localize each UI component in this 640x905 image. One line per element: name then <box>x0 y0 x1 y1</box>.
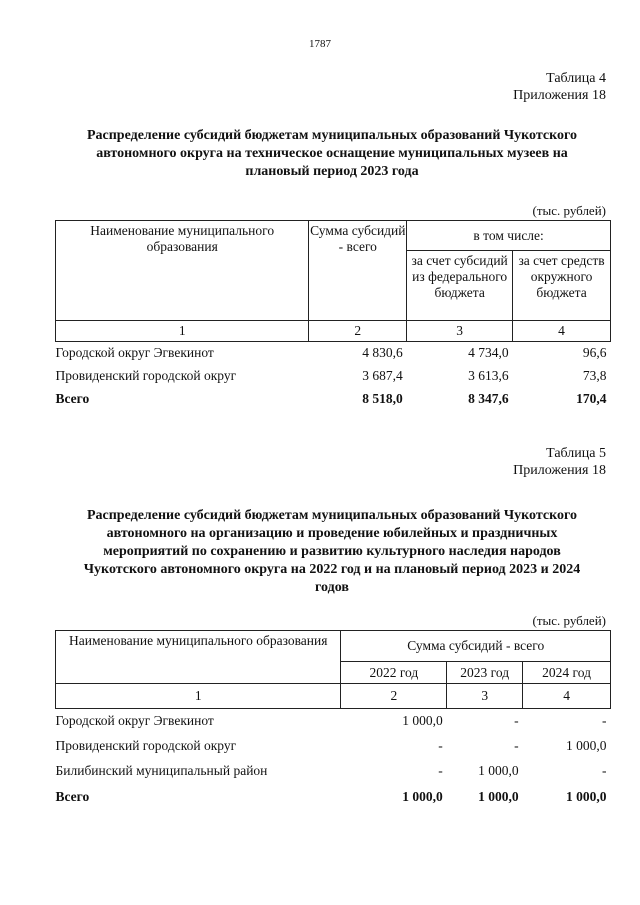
table5-title-line: автономного на организацию и проведение юбилейных и праздничных <box>106 526 558 541</box>
table4-header-district: за счет средств окружного бюджета <box>513 251 611 321</box>
table5-title-line: Чукотского автономного округа на 2022 год и на плановый период 2023 и 2024 <box>83 562 581 577</box>
table5-title <box>52 507 612 597</box>
table4-colnum: 1 <box>56 321 309 342</box>
page-number: 1787 <box>309 38 331 50</box>
table-cell-value: 96,6 <box>582 345 607 361</box>
table-cell-value: - <box>438 763 443 778</box>
table5-colnum: 3 <box>447 684 523 709</box>
table4-header-including: в том числе: <box>407 221 611 251</box>
table-cell-name: Провиденский городской округ <box>55 368 237 383</box>
table-cell-value: 170,4 <box>576 391 607 406</box>
table4-colnum: 4 <box>513 321 611 342</box>
table5 <box>55 630 611 811</box>
table4-header-total: Сумма субсидий - всего <box>309 221 407 321</box>
table4-header-name: Наименование муниципального образования <box>56 221 309 321</box>
table-cell-name: Городской округ Эгвекинот <box>55 345 214 361</box>
table-cell-value: 1 000,0 <box>478 789 519 804</box>
table5-caption <box>513 445 606 479</box>
table4-caption-appendix: Приложения 18 <box>513 88 606 103</box>
table4-units: (тыс. рублей) <box>532 203 606 218</box>
table4-title-line: автономного округа на техническое оснащение муниципальных музеев на <box>96 146 568 161</box>
table5-title-line: мероприятий по сохранению и развитию культурного наследия народов <box>103 544 561 559</box>
table-cell-value: 1 000,0 <box>566 738 607 753</box>
table-cell-value: 3 613,6 <box>468 368 509 383</box>
table-row <box>56 709 611 734</box>
table4-colnum: 2 <box>309 321 407 342</box>
table-cell-value: - <box>514 738 519 753</box>
table4-caption <box>513 70 606 104</box>
table-cell-value: 1 000,0 <box>402 713 443 729</box>
table-row <box>56 734 611 759</box>
table-cell-value: 8 347,6 <box>468 391 509 406</box>
table-cell-value: 1 000,0 <box>566 789 607 804</box>
table-row <box>56 365 611 388</box>
table5-colnum: 2 <box>341 684 447 709</box>
table-row <box>56 342 611 365</box>
table-cell-name: Билибинский муниципальный район <box>55 763 268 778</box>
table-cell-value: 8 518,0 <box>362 391 403 406</box>
table-cell-value: 1 000,0 <box>478 763 519 778</box>
table5-title-line: годов <box>315 580 349 595</box>
table-cell-name: Городской округ Эгвекинот <box>55 713 214 729</box>
table4-title <box>52 127 612 181</box>
table-cell-value: 73,8 <box>582 368 607 383</box>
table5-units: (тыс. рублей) <box>532 613 606 628</box>
table5-caption-appendix: Приложения 18 <box>513 463 606 478</box>
table5-header-total: Сумма субсидий - всего <box>341 631 611 662</box>
table-total-row <box>56 784 611 811</box>
table-cell-name: Всего <box>55 789 90 804</box>
table-cell-value: 1 000,0 <box>402 789 443 804</box>
table4-caption-table: Таблица 4 <box>546 71 606 86</box>
table-cell-name: Провиденский городской округ <box>55 738 237 753</box>
table5-caption-table: Таблица 5 <box>546 446 606 461</box>
table-cell-value: - <box>514 713 519 729</box>
table-row <box>56 759 611 784</box>
table-cell-value: 4 830,6 <box>362 345 403 361</box>
table-cell-value: - <box>602 763 607 778</box>
table5-colnum: 4 <box>523 684 611 709</box>
table-total-row <box>56 388 611 411</box>
table4-title-line: Распределение субсидий бюджетам муниципальных образований Чукотского <box>86 128 578 143</box>
table-cell-value: 4 734,0 <box>468 345 509 361</box>
table5-colnum: 1 <box>56 684 341 709</box>
table-cell-value: 3 687,4 <box>362 368 403 383</box>
table-cell-value: - <box>438 738 443 753</box>
table5-header-year: 2024 год <box>523 662 611 684</box>
table4-colnum: 3 <box>407 321 513 342</box>
table-cell-value: - <box>602 713 607 729</box>
table4-title-line: плановый период 2023 года <box>245 164 419 179</box>
table4-header-federal: за счет субсидий из федерального бюджета <box>407 251 513 321</box>
table5-header-name: Наименование муниципального образования <box>56 631 341 684</box>
table-cell-name: Всего <box>55 391 90 406</box>
table5-title-line: Распределение субсидий бюджетам муниципальных образований Чукотского <box>86 508 578 523</box>
table5-header-year: 2023 год <box>447 662 523 684</box>
table4 <box>55 220 611 411</box>
table5-header-year: 2022 год <box>341 662 447 684</box>
